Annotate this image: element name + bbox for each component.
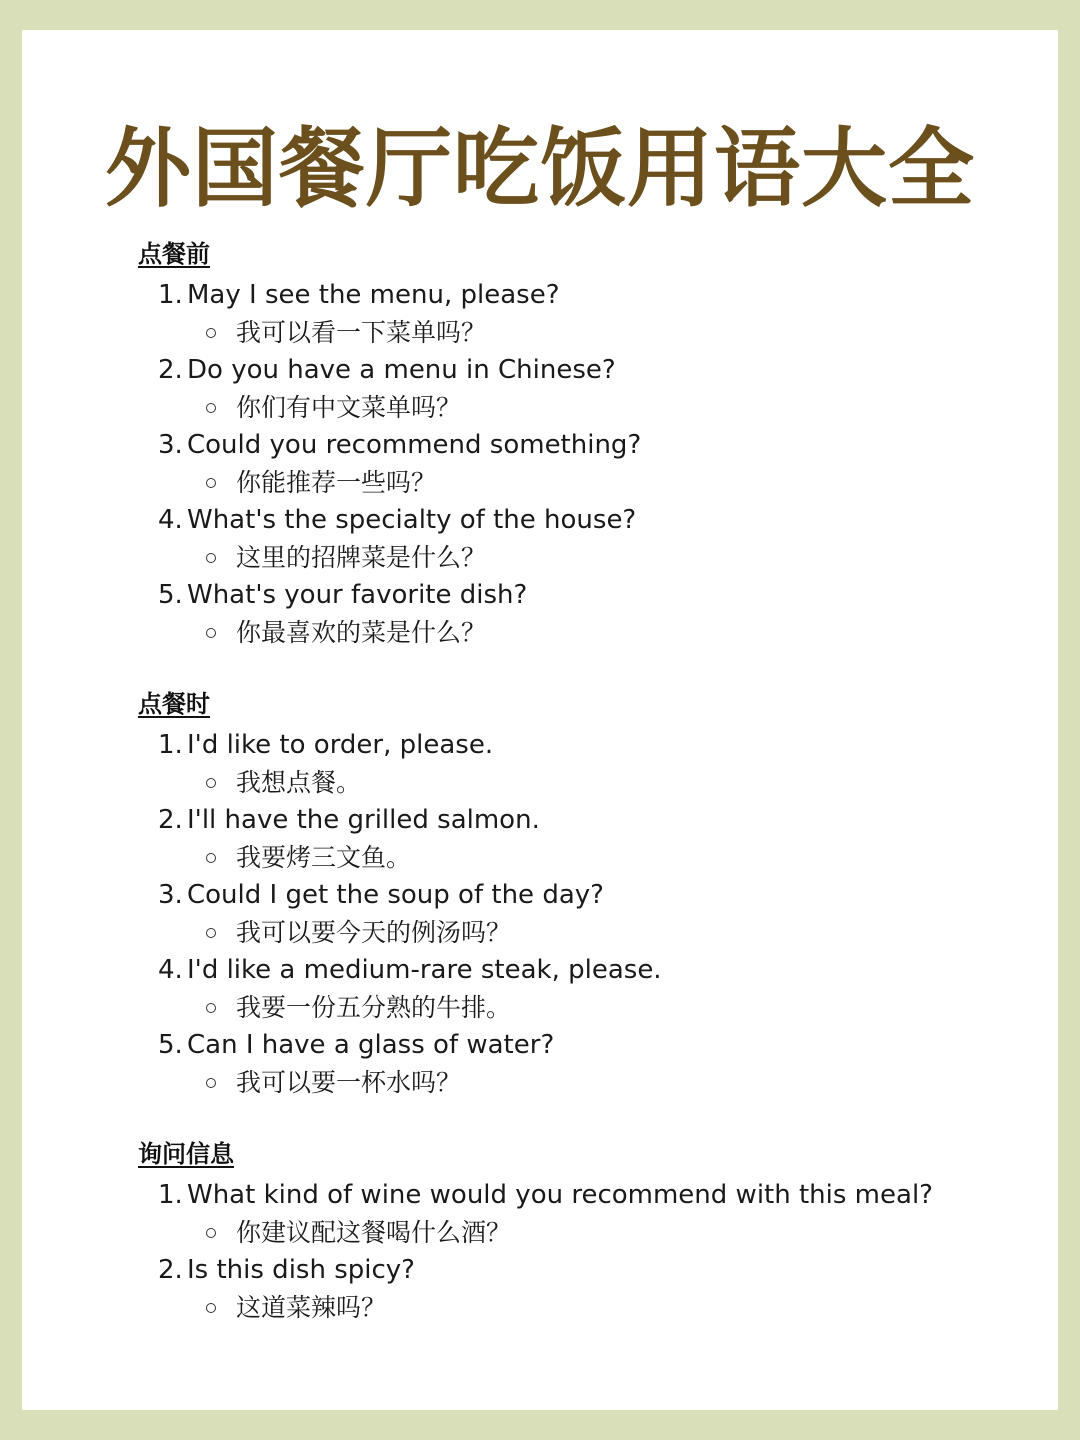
list-item	[138, 576, 641, 651]
circle-bullet-icon	[206, 1228, 216, 1238]
circle-bullet-icon	[206, 328, 216, 338]
circle-bullet-icon	[206, 403, 216, 413]
circle-bullet-icon	[206, 478, 216, 488]
english-phrase: Do you have a menu in Chinese?	[187, 355, 616, 385]
section-heading: 点餐前	[138, 240, 210, 268]
item-number: 1.	[158, 280, 183, 310]
item-number: 2.	[158, 355, 183, 385]
list-item	[138, 801, 662, 876]
chinese-translation: 我可以要今天的例汤吗？	[236, 918, 512, 947]
item-number: 5.	[158, 580, 183, 610]
item-number: 2.	[158, 1255, 183, 1285]
list-item	[138, 876, 662, 951]
list-item	[138, 1026, 662, 1101]
english-phrase: May I see the menu, please?	[187, 280, 560, 310]
english-phrase: What kind of wine would you recommend with this meal?	[187, 1180, 933, 1210]
list-item	[138, 501, 641, 576]
circle-bullet-icon	[206, 1078, 216, 1088]
chinese-translation: 这道菜辣吗？	[236, 1293, 387, 1322]
section-while-ordering	[138, 688, 662, 1101]
circle-bullet-icon	[206, 853, 216, 863]
english-phrase: Can I have a glass of water?	[187, 1030, 555, 1060]
item-number: 4.	[158, 955, 183, 985]
chinese-translation: 你们有中文菜单吗？	[236, 393, 462, 422]
chinese-translation: 我可以看一下菜单吗？	[236, 318, 487, 347]
chinese-translation: 我要烤三文鱼。	[236, 843, 412, 872]
section-asking-info	[138, 1138, 933, 1326]
list-item	[138, 276, 641, 351]
page-title: 外国餐厅吃饭用语大全	[105, 119, 975, 219]
circle-bullet-icon	[206, 628, 216, 638]
english-phrase: I'd like to order, please.	[187, 730, 494, 760]
list-item	[138, 1176, 933, 1251]
list-item	[138, 1251, 933, 1326]
english-phrase: Could I get the soup of the day?	[187, 880, 604, 910]
english-phrase: Is this dish spicy?	[187, 1255, 415, 1285]
circle-bullet-icon	[206, 1303, 216, 1313]
circle-bullet-icon	[206, 1003, 216, 1013]
chinese-translation: 我想点餐。	[236, 768, 362, 797]
chinese-translation: 你能推荐一些吗？	[236, 468, 437, 497]
list-item	[138, 426, 641, 501]
item-number: 3.	[158, 880, 183, 910]
chinese-translation: 这里的招牌菜是什么？	[236, 543, 487, 572]
english-phrase: I'd like a medium-rare steak, please.	[187, 955, 662, 985]
english-phrase: Could you recommend something?	[187, 430, 642, 460]
section-heading: 点餐时	[138, 690, 210, 718]
section-heading: 询问信息	[138, 1140, 234, 1168]
chinese-translation: 我可以要一杯水吗？	[236, 1068, 462, 1097]
item-number: 1.	[158, 1180, 183, 1210]
english-phrase: What's the specialty of the house?	[187, 505, 637, 535]
english-phrase: I'll have the grilled salmon.	[187, 805, 540, 835]
item-number: 1.	[158, 730, 183, 760]
list-item	[138, 951, 662, 1026]
item-number: 2.	[158, 805, 183, 835]
circle-bullet-icon	[206, 553, 216, 563]
chinese-translation: 你建议配这餐喝什么酒？	[236, 1218, 512, 1247]
document-card	[22, 30, 1058, 1410]
chinese-translation: 我要一份五分熟的牛排。	[236, 993, 512, 1022]
english-phrase: What's your favorite dish?	[187, 580, 528, 610]
circle-bullet-icon	[206, 928, 216, 938]
chinese-translation: 你最喜欢的菜是什么？	[236, 618, 487, 647]
item-number: 5.	[158, 1030, 183, 1060]
item-number: 4.	[158, 505, 183, 535]
item-number: 3.	[158, 430, 183, 460]
list-item	[138, 351, 641, 426]
section-before-ordering	[138, 238, 641, 651]
circle-bullet-icon	[206, 778, 216, 788]
list-item	[138, 726, 662, 801]
